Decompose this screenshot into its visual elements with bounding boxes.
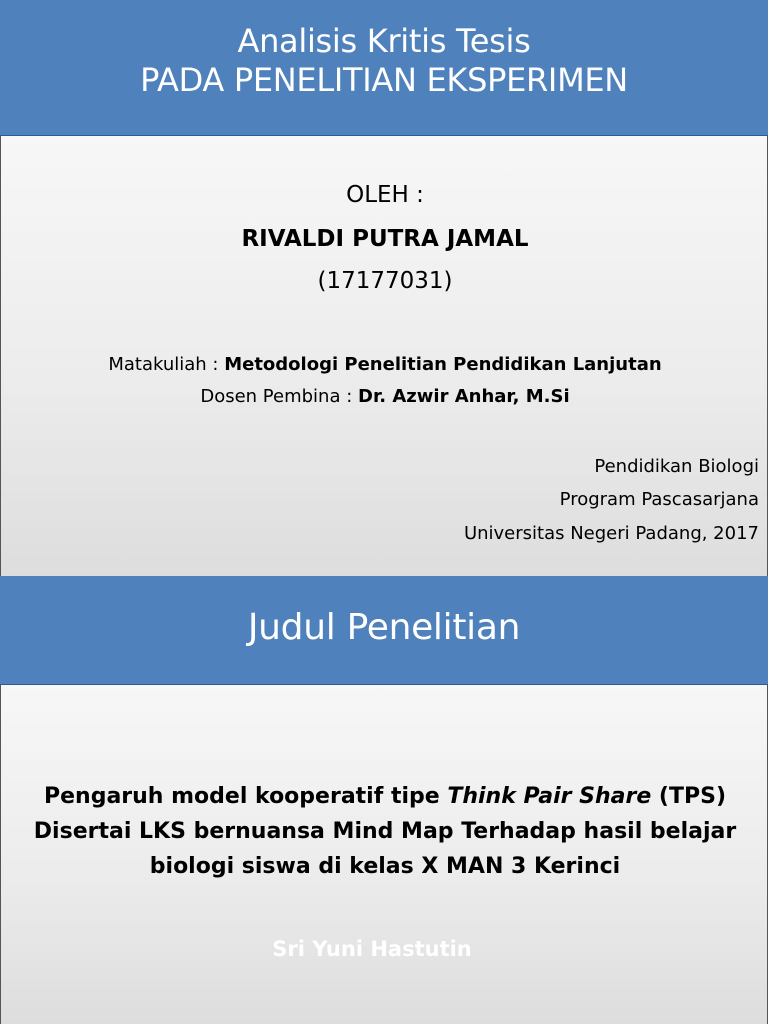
department-name: Pendidikan Biologi xyxy=(594,456,759,477)
slide-1-title-bar xyxy=(0,0,768,136)
lecturer-line xyxy=(1,386,768,407)
slide-1-body xyxy=(0,136,768,576)
slide-2 xyxy=(0,576,768,1024)
presenter-name: Sri Yuni Hastutin xyxy=(272,937,472,961)
research-title-line-2: Disertai LKS bernuansa Mind Map Terhadap hasil belajar xyxy=(33,819,737,844)
course-label: Matakuliah : xyxy=(108,354,225,375)
slide-2-body xyxy=(0,685,768,1024)
research-title-line-1-pre: Pengaruh model kooperatif tipe xyxy=(43,784,448,809)
course-name: Metodologi Penelitian Pendidikan Lanjutan xyxy=(224,354,662,375)
slide-2-title-bar xyxy=(0,576,768,685)
lecturer-name: Dr. Azwir Anhar, M.Si xyxy=(358,386,570,407)
research-title-line-1-post: (TPS) xyxy=(651,784,726,809)
research-title xyxy=(1,779,768,884)
course-line xyxy=(1,354,768,375)
research-title-italic: Think Pair Share xyxy=(447,784,652,809)
student-id: (17177031) xyxy=(317,268,453,294)
university-name: Universitas Negeri Padang, 2017 xyxy=(463,523,759,544)
slide-1-title-line-1: Analisis Kritis Tesis xyxy=(237,22,531,60)
lecturer-label: Dosen Pembina : xyxy=(200,386,358,407)
author-name: RIVALDI PUTRA JAMAL xyxy=(241,226,529,252)
program-name: Program Pascasarjana xyxy=(559,489,759,510)
research-title-line-1 xyxy=(1,779,768,814)
research-title-line-3: biologi siswa di kelas X MAN 3 Kerinci xyxy=(149,854,621,879)
slide-2-title: Judul Penelitian xyxy=(247,607,521,648)
oleh-label: OLEH : xyxy=(346,182,424,208)
slide-1-title-line-2: PADA PENELITIAN EKSPERIMEN xyxy=(140,61,628,99)
